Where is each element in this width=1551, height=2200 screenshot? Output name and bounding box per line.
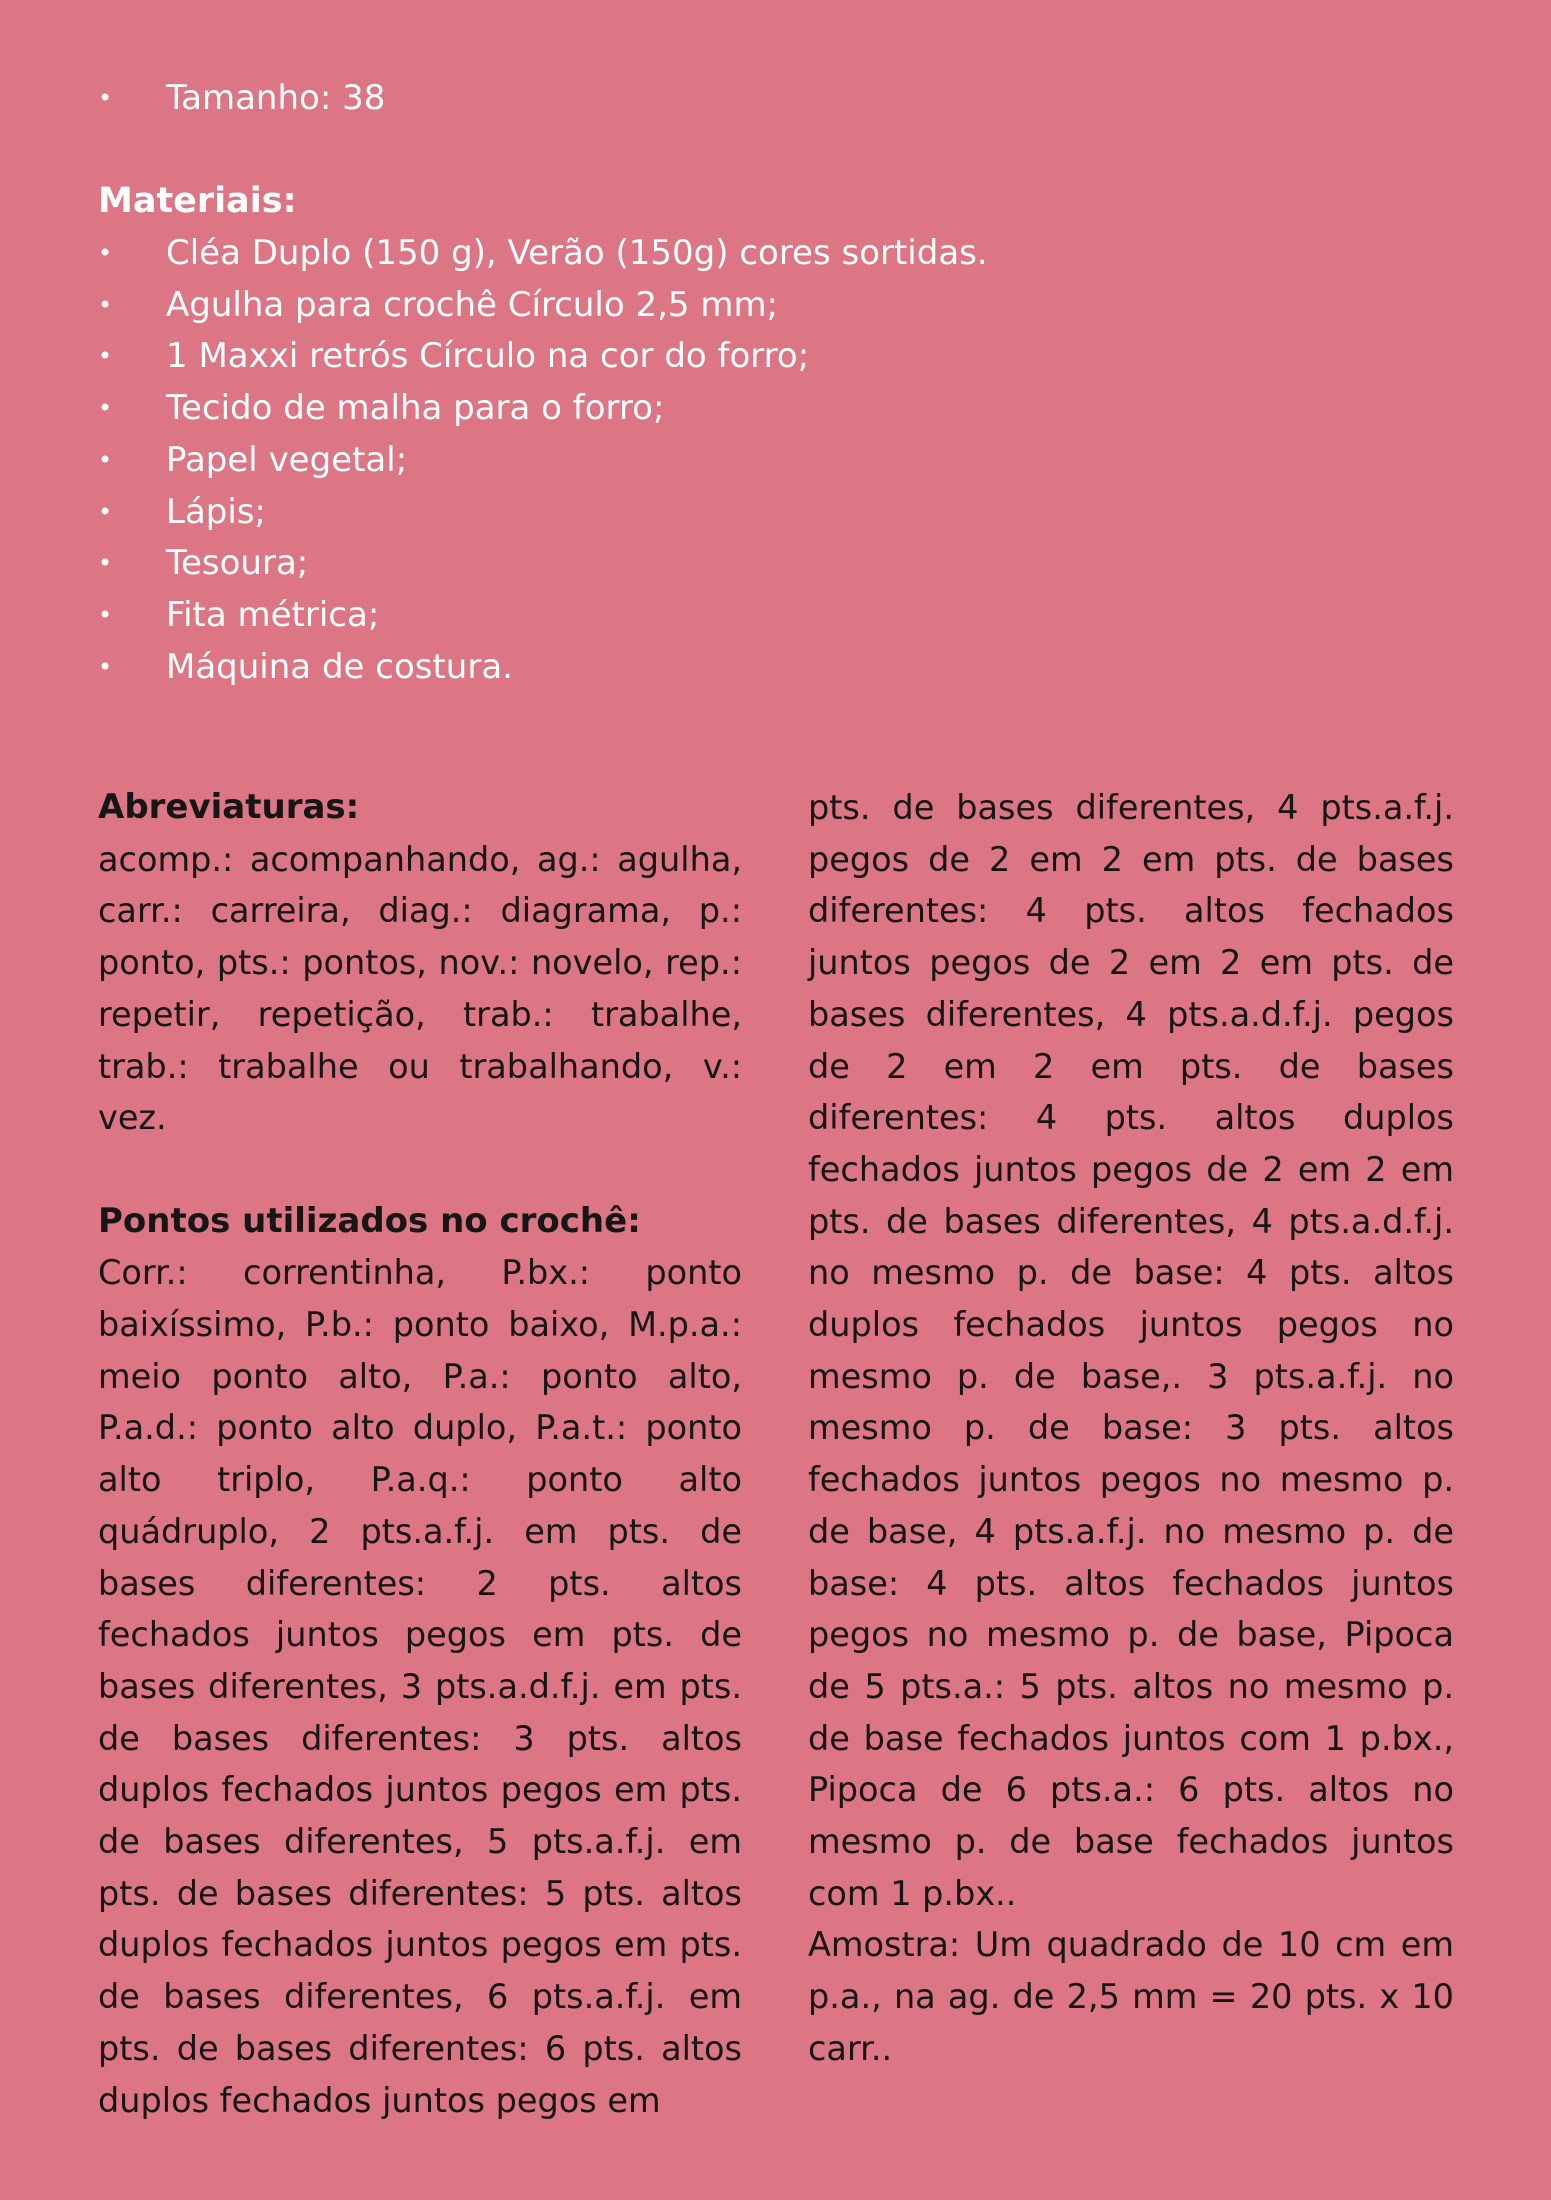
materials-list <box>98 228 1398 693</box>
list-item: • Fita métrica; <box>98 590 1398 642</box>
abbreviations-heading: Abreviaturas: <box>98 787 360 827</box>
list-item: • Tecido de malha para o forro; <box>98 383 1398 435</box>
list-item: • Cléa Duplo (150 g), Verão (150g) cores sortidas. <box>98 228 1398 280</box>
abbreviations-text: acomp.: acompanhando, ag.: agulha, carr.: carreira, diag.: diagrama, p.: ponto, pts.: pontos, nov.: novelo, rep.: repetir, repetição, trab.: trabalhe, trab.: trabalhe ou trabalhando, v.: vez. <box>98 839 742 1138</box>
left-column <box>98 782 742 2126</box>
stitches-text-part2: pts. de bases diferentes, 4 pts.a.f.j. pegos de 2 em 2 em pts. de bases diferentes: 4 pts. altos fechados juntos pegos de 2 em 2 em pts. de bases diferentes, 4 pts.a.d.f.j. pegos de 2 em 2 em pts. de bases diferentes: 4 pts. altos duplos fechados juntos pegos de 2 em 2 em pts. de bases diferentes, 4 pts.a.d.f.j. no mesmo p. de base: 4 pts. altos duplos fechados juntos pegos no mesmo p. de base,. 3 pts.a.f.j. no mesmo p. de base: 3 pts. altos fechados juntos pegos no mesmo p. de base, 4 pts.a.f.j. no mesmo p. de base: 4 pts. altos fechados juntos pegos no mesmo p. de base, Pipoca de 5 pts.a.: 5 pts. altos no mesmo p. de base fechados juntos com 1 p.bx., Pipoca de 6 pts.a.: 6 pts. altos no mesmo p. de base fechados juntos com 1 p.bx.. <box>808 788 1454 1913</box>
materials-heading: Materiais: <box>98 181 297 221</box>
list-item: • 1 Maxxi retrós Círculo na cor do forro; <box>98 331 1398 383</box>
list-item: • Agulha para crochê Círculo 2,5 mm; <box>98 280 1398 332</box>
list-item: • Lápis; <box>98 487 1398 539</box>
list-item: • Papel vegetal; <box>98 435 1398 487</box>
list-item: • Tamanho: 38 <box>98 73 1098 125</box>
stitches-heading: Pontos utilizados no crochê: <box>98 1200 641 1241</box>
list-item: • Tesoura; <box>98 538 1398 590</box>
sample-text: Amostra: Um quadrado de 10 cm em p.a., na ag. de 2,5 mm = 20 pts. x 10 carr.. <box>808 1925 1454 2068</box>
list-item: • Máquina de costura. <box>98 642 1398 694</box>
size-list <box>98 73 1098 125</box>
right-column <box>808 782 1454 2075</box>
stitches-text-part1: Corr.: correntinha, P.bx.: ponto baixíssimo, P.b.: ponto baixo, M.p.a.: meio ponto alto, P.a.: ponto alto, P.a.d.: ponto alto duplo, P.a.t.: ponto alto triplo, P.a.q.: ponto alto quádruplo, 2 pts.a.f.j. em pts. de bases diferentes: 2 pts. altos fechados juntos pegos em pts. de bases diferentes, 3 pts.a.d.f.j. em pts. de bases diferentes: 3 pts. altos duplos fechados juntos pegos em pts. de bases diferentes, 5 pts.a.f.j. em pts. de bases diferentes: 5 pts. altos duplos fechados juntos pegos em pts. de bases diferentes, 6 pts.a.f.j. em pts. de bases diferentes: 6 pts. altos duplos fechados juntos pegos em <box>98 1253 742 2120</box>
